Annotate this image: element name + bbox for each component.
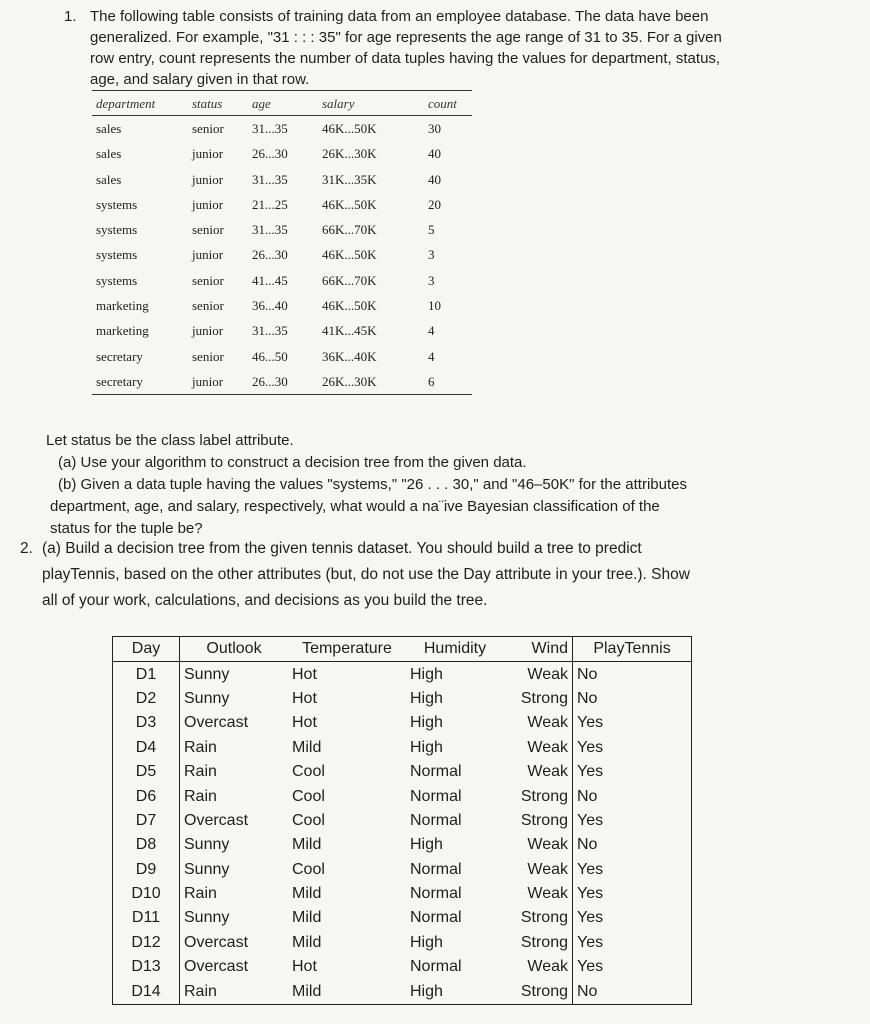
text-line: playTennis, based on the other attributes (but, do not use the Day attribute in your tree.). Show — [42, 566, 690, 583]
text-line: generalized. For example, "31 : : : 35" for age represents the age range of 31 to 35. For a given — [90, 29, 722, 46]
table-row — [113, 760, 692, 784]
table-row — [92, 167, 472, 192]
table-cell: Rain — [184, 982, 217, 1000]
table-cell: No — [577, 787, 598, 805]
table-cell: Strong — [504, 979, 573, 1004]
table-cell: D7 — [113, 809, 180, 833]
table-cell: junior — [192, 146, 224, 162]
table-cell: 46K...50K — [322, 247, 377, 263]
table-cell: systems — [96, 222, 138, 238]
table-cell: Normal — [410, 763, 462, 781]
table-cell: junior — [192, 373, 224, 389]
table-cell: Normal — [410, 860, 462, 878]
table-cell: junior — [192, 323, 224, 339]
table-cell: 26...30 — [252, 247, 288, 263]
table-cell: D14 — [113, 979, 180, 1004]
table-row — [113, 979, 692, 1004]
table-cell: D3 — [113, 711, 180, 735]
table-cell: junior — [192, 171, 224, 187]
header-cell: Temperature — [288, 637, 406, 662]
table-body — [92, 116, 472, 394]
instructions — [46, 430, 776, 540]
table-row — [113, 784, 692, 808]
header-cell: status — [192, 96, 223, 111]
table-cell: sales — [96, 171, 122, 187]
table-cell: 26...30 — [252, 373, 288, 389]
question-text — [90, 6, 770, 90]
table-cell: senior — [192, 272, 224, 288]
table-cell: 6 — [428, 373, 435, 389]
table-cell: Mild — [292, 738, 322, 756]
table-cell: Cool — [292, 811, 325, 829]
table-row — [113, 906, 692, 930]
table-cell: Sunny — [184, 836, 230, 854]
table-cell: systems — [96, 272, 138, 288]
table-cell: Weak — [504, 833, 573, 857]
table-cell: High — [410, 665, 443, 683]
header-cell: PlayTennis — [573, 637, 692, 662]
table-cell: D4 — [113, 736, 180, 760]
table-cell: High — [410, 836, 443, 854]
table-cell: secretary — [96, 373, 143, 389]
text-line: The following table consists of training data from an employee database. The data have been — [90, 8, 709, 25]
table-cell: 46K...50K — [322, 196, 377, 212]
table-header — [92, 90, 472, 116]
table-cell: No — [577, 836, 598, 854]
table-row — [92, 141, 472, 166]
table-row — [113, 955, 692, 979]
employee-table — [92, 90, 472, 395]
table-cell: D13 — [113, 955, 180, 979]
text-line: department, age, and salary, respectively, what would a na¨ive Bayesian classification of the — [50, 498, 660, 515]
tennis-table — [112, 636, 692, 1005]
table-cell: Weak — [504, 955, 573, 979]
table-cell: Overcast — [184, 958, 249, 976]
table-cell: 4 — [428, 348, 435, 364]
table-row — [92, 242, 472, 267]
table-cell: Mild — [292, 885, 322, 903]
table-cell: Rain — [184, 763, 217, 781]
table-cell: junior — [192, 196, 224, 212]
table-cell: 30 — [428, 121, 441, 136]
table-row — [113, 711, 692, 735]
table-cell: Rain — [184, 885, 217, 903]
table-cell: D2 — [113, 687, 180, 711]
header-cell: age — [252, 96, 271, 111]
header-cell: Day — [113, 637, 180, 662]
table-cell: Cool — [292, 860, 325, 878]
table-cell: systems — [96, 247, 138, 263]
table-cell: sales — [96, 146, 122, 162]
table-cell: Yes — [577, 885, 604, 903]
question-number: 1. — [64, 8, 77, 25]
table-cell: Normal — [410, 787, 462, 805]
table-row — [113, 662, 692, 687]
table-row — [92, 217, 472, 242]
table-cell: Cool — [292, 763, 325, 781]
table-cell: Rain — [184, 738, 217, 756]
table-cell: 36K...40K — [322, 348, 377, 364]
table-cell: Overcast — [184, 811, 249, 829]
table-cell: Strong — [504, 809, 573, 833]
table-cell: Normal — [410, 885, 462, 903]
table-row — [113, 687, 692, 711]
table-row — [92, 318, 472, 343]
table-cell: Weak — [504, 858, 573, 882]
table-cell: Mild — [292, 836, 322, 854]
header-cell: Wind — [504, 637, 573, 662]
table-cell: Yes — [577, 909, 604, 927]
table-cell: Strong — [504, 906, 573, 930]
table-cell: 40 — [428, 171, 441, 187]
table-cell: No — [577, 689, 598, 707]
table-row — [92, 116, 472, 141]
table-cell: 31...35 — [252, 171, 288, 187]
table-cell: Strong — [504, 784, 573, 808]
table-cell: 31...35 — [252, 222, 288, 238]
table-cell: D8 — [113, 833, 180, 857]
table-cell: Normal — [410, 811, 462, 829]
table-cell: Overcast — [184, 933, 249, 951]
table-cell: Normal — [410, 958, 462, 976]
table-cell: Sunny — [184, 689, 230, 707]
table-cell: D9 — [113, 858, 180, 882]
table-cell: Mild — [292, 982, 322, 1000]
table-header — [113, 637, 692, 662]
table-cell: Weak — [504, 662, 573, 687]
table-cell: 21...25 — [252, 196, 288, 212]
table-cell: 3 — [428, 272, 435, 288]
table-row — [113, 882, 692, 906]
table-cell: Yes — [577, 811, 604, 829]
table-cell: Yes — [577, 714, 604, 732]
header-cell: Outlook — [180, 637, 289, 662]
table-cell: Strong — [504, 931, 573, 955]
table-cell: 46K...50K — [322, 298, 377, 314]
table-bottom-rule — [92, 394, 472, 395]
table-cell: 36...40 — [252, 298, 288, 314]
table-cell: No — [577, 982, 598, 1000]
table-row — [113, 931, 692, 955]
table-cell: marketing — [96, 298, 149, 314]
text-line: (a) Build a decision tree from the given tennis dataset. You should build a tree to predict — [42, 540, 642, 557]
table-cell: Yes — [577, 860, 604, 878]
table-cell: Hot — [292, 665, 317, 683]
table-row — [113, 858, 692, 882]
table-cell: High — [410, 689, 443, 707]
table-cell: D1 — [113, 662, 180, 687]
table-cell: Rain — [184, 787, 217, 805]
header-cell: department — [96, 96, 156, 111]
table-cell: senior — [192, 121, 224, 136]
table-cell: D12 — [113, 931, 180, 955]
table-cell: secretary — [96, 348, 143, 364]
table-cell: 46...50 — [252, 348, 288, 364]
header-cell: salary — [322, 96, 355, 111]
table-cell: No — [577, 665, 598, 683]
text-line: (b) Given a data tuple having the values "systems," "26 . . . 30," and "46–50K" for the attributes — [58, 476, 687, 493]
table-cell: 10 — [428, 298, 441, 314]
table-row — [92, 344, 472, 369]
table-cell: Normal — [410, 909, 462, 927]
table-cell: 5 — [428, 222, 435, 238]
table-cell: High — [410, 982, 443, 1000]
table-cell: 41K...45K — [322, 323, 377, 339]
table-row — [92, 268, 472, 293]
table-cell: Hot — [292, 689, 317, 707]
table-cell: Mild — [292, 933, 322, 951]
table-cell: 26...30 — [252, 146, 288, 162]
table-cell: systems — [96, 196, 138, 212]
table-cell: 41...45 — [252, 272, 288, 288]
table-cell: Yes — [577, 738, 604, 756]
table-cell: 31K...35K — [322, 171, 377, 187]
table-cell: Sunny — [184, 665, 230, 683]
table-cell: marketing — [96, 323, 149, 339]
table-cell: Cool — [292, 787, 325, 805]
text-line: Let status be the class label attribute. — [46, 432, 294, 449]
table-cell: 31...35 — [252, 323, 288, 339]
table-cell: sales — [96, 121, 122, 136]
table-cell: Weak — [504, 711, 573, 735]
table-row — [113, 833, 692, 857]
table-cell: Weak — [504, 736, 573, 760]
table-cell: Yes — [577, 958, 604, 976]
question-text — [42, 536, 772, 614]
table-cell: High — [410, 933, 443, 951]
table-cell: senior — [192, 298, 224, 314]
table-cell: Sunny — [184, 860, 230, 878]
table-cell: Weak — [504, 760, 573, 784]
table-body — [113, 662, 692, 1004]
table-cell: High — [410, 738, 443, 756]
table-cell: 3 — [428, 247, 435, 263]
table-cell: 20 — [428, 196, 441, 212]
table-cell: senior — [192, 348, 224, 364]
table-row — [113, 736, 692, 760]
text-line: status for the tuple be? — [50, 520, 203, 537]
text-line: all of your work, calculations, and decisions as you build the tree. — [42, 592, 488, 609]
table-cell: 26K...30K — [322, 146, 377, 162]
table-cell: 4 — [428, 323, 435, 339]
table-cell: D10 — [113, 882, 180, 906]
text-line: (a) Use your algorithm to construct a decision tree from the given data. — [58, 454, 527, 471]
table-cell: Yes — [577, 763, 604, 781]
table-cell: 46K...50K — [322, 121, 377, 136]
table-cell: Mild — [292, 909, 322, 927]
table-row — [92, 369, 472, 394]
table-cell: D6 — [113, 784, 180, 808]
table-cell: 26K...30K — [322, 373, 377, 389]
table-cell: 66K...70K — [322, 272, 377, 288]
table-cell: junior — [192, 247, 224, 263]
question-number: 2. — [20, 540, 33, 557]
table-cell: Overcast — [184, 714, 249, 732]
table-cell: Hot — [292, 958, 317, 976]
table-cell: 31...35 — [252, 121, 288, 136]
table-cell: Strong — [504, 687, 573, 711]
text-line: row entry, count represents the number of data tuples having the values for department, status, — [90, 50, 721, 67]
table-cell: D5 — [113, 760, 180, 784]
table-row — [92, 293, 472, 318]
table-row — [92, 192, 472, 217]
table-cell: Weak — [504, 882, 573, 906]
text-line: age, and salary given in that row. — [90, 71, 310, 88]
table-cell: senior — [192, 222, 224, 238]
table-cell: 66K...70K — [322, 222, 377, 238]
header-cell: count — [428, 96, 457, 111]
table-cell: D11 — [113, 906, 180, 930]
table-cell: Yes — [577, 933, 604, 951]
table-cell: Hot — [292, 714, 317, 732]
header-cell: Humidity — [406, 637, 504, 662]
table-cell: 40 — [428, 146, 441, 162]
table-cell: Sunny — [184, 909, 230, 927]
table-cell: High — [410, 714, 443, 732]
table-row — [113, 809, 692, 833]
